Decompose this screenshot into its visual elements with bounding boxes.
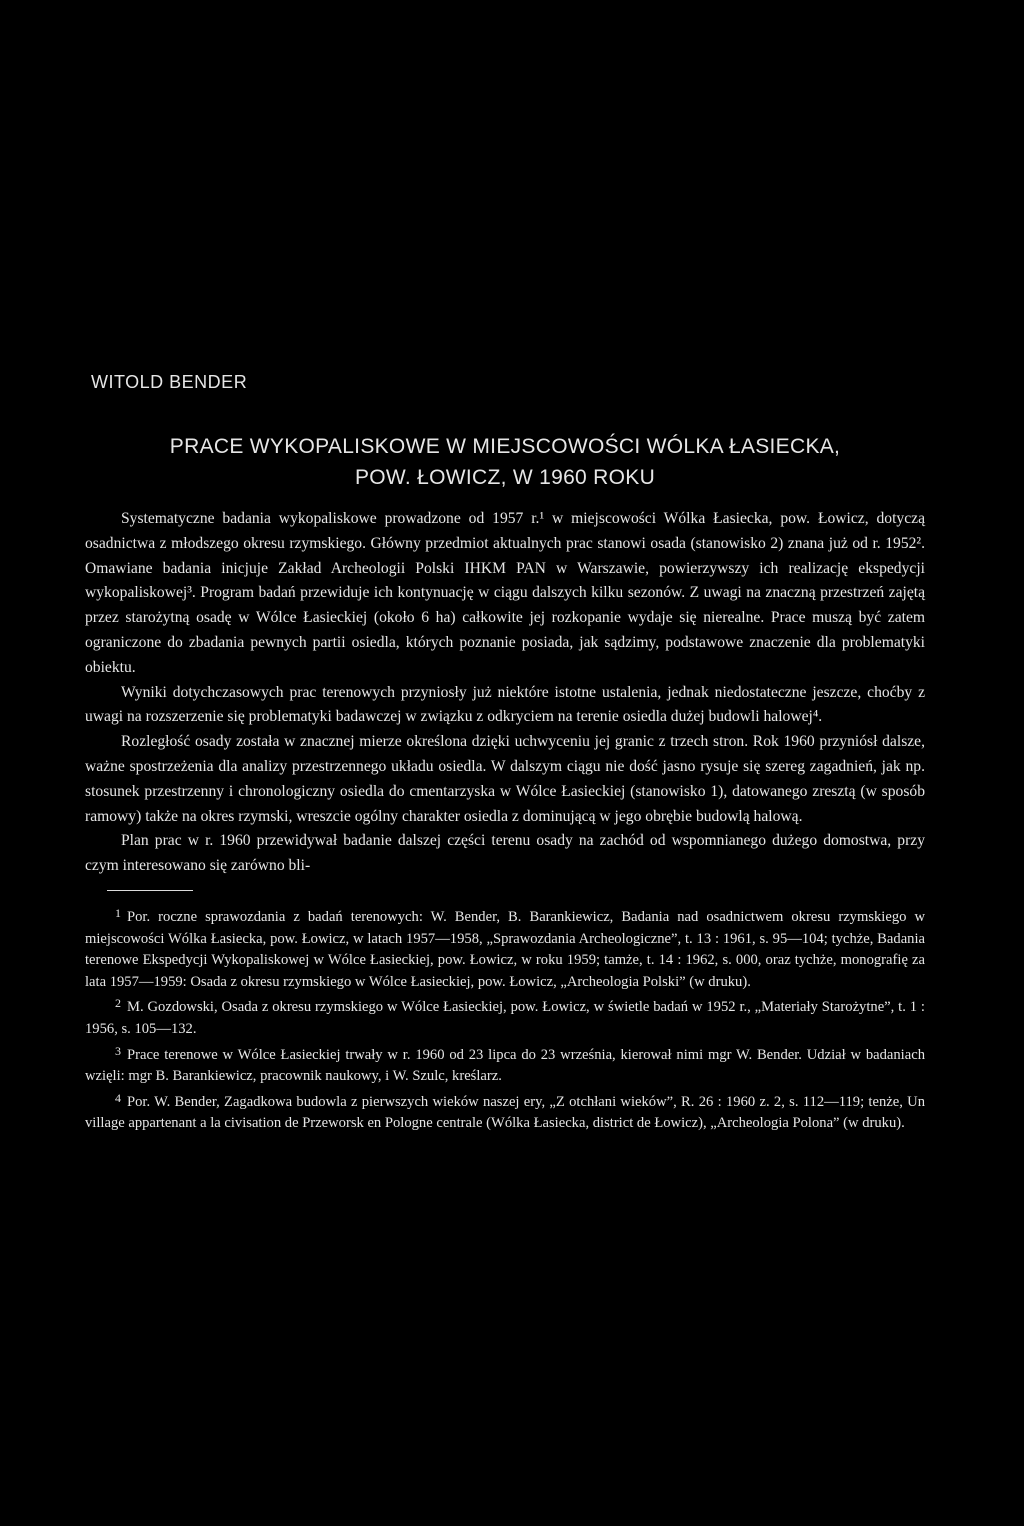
- title-line-2: POW. ŁOWICZ, W 1960 ROKU: [354, 466, 656, 489]
- footnote-text: Prace terenowe w Wólce Łasieckiej trwały w r. 1960 od 23 lipca do 23 września, kierował nimi mgr W. Bender. Udział w badaniach wzięli: mgr B. Barankiewicz, pracownik naukowy, i W. Szulc, kreślarz.: [85, 1046, 925, 1085]
- footnotes: [85, 903, 925, 1135]
- footnote: [85, 1041, 925, 1088]
- footnote-divider: [107, 890, 193, 891]
- article-page: [85, 372, 925, 1135]
- footnote-number: 1: [115, 905, 121, 920]
- paragraph: Systematyczne badania wykopaliskowe prowadzone od 1957 r.¹ w miejscowości Wólka Łasiecka, pow. Łowicz, dotyczą osadnictwa z młodszego okresu rzymskiego. Główny przedmiot aktualnych prac stanowi osada (stanowisko 2) znana już od r. 1952². Omawiane badania inicjuje Zakład Archeologii Polski IHKM PAN w Warszawie, powierzywszy ich realizację ekspedycji wykopaliskowej³. Program badań przewiduje ich kontynuację w ciągu dalszych kilku sezonów. Z uwagi na znaczną przestrzeń zajętą przez starożytną osadę w Wólce Łasieckiej (około 6 ha) całkowite jej rozkopanie wydaje się nierealne. Prace muszą być zatem ograniczone do zbadania pewnych partii osiedla, których poznanie posiada, jak sądzimy, podstawowe znaczenie dla problematyki obiektu.: [85, 510, 925, 676]
- author-name: WITOLD BENDER: [91, 372, 248, 392]
- footnote-number: 4: [115, 1090, 121, 1105]
- article-body: [85, 507, 925, 879]
- title-line-1: PRACE WYKOPALISKOWE W MIEJSCOWOŚCI WÓLKA ŁASIECKA,: [169, 435, 841, 458]
- footnote: [85, 993, 925, 1040]
- footnote-number: 3: [115, 1043, 121, 1058]
- paragraph: Rozległość osady została w znacznej mierze określona dzięki uchwyceniu jej granic z trzech stron. Rok 1960 przyniósł dalsze, ważne spostrzeżenia dla analizy przestrzennego układu osiedla. W dalszym ciągu nie dość jasno rysuje się szereg zagadnień, jak np. stosunek przestrzenny i chronologiczny osiedla do cmentarzyska w Wólce Łasieckiej (stanowisko 1), datowanego zresztą (w sposób ramowy) także na okres rzymski, wreszcie ogólny charakter osiedla z dominującą w jego obrębie budowlą halową.: [85, 733, 925, 825]
- footnote-text: Por. roczne sprawozdania z badań terenowych: W. Bender, B. Barankiewicz, Badania nad osadnictwem okresu rzymskiego w miejscowości Wólka Łasiecka, pow. Łowicz, w latach 1957—1958, „Sprawozdania Archeologiczne”, t. 13 : 1961, s. 95—104; tychże, Badania terenowe Ekspedycji Wykopaliskowej w Wólce Łasieckiej, pow. Łowicz, w roku 1959; tamże, t. 14 : 1962, s. 000, oraz tychże, monografię za lata 1957—1959: Osada z okresu rzymskiego w Wólce Łasieckiej, pow. Łowicz, „Archeologia Polski” (w druku).: [85, 908, 925, 990]
- footnote: [85, 1088, 925, 1135]
- article-title: [85, 431, 925, 493]
- footnote-text: Por. W. Bender, Zagadkowa budowla z pierwszych wieków naszej ery, „Z otchłani wieków”, R. 26 : 1960 z. 2, s. 112—119; tenże, Un village appartenant a la civisation de Przeworsk en Pologne centrale (Wólka Łasiecka, district de Łowicz), „Archeologia Polona” (w druku).: [85, 1093, 925, 1132]
- footnote-number: 2: [115, 996, 121, 1011]
- footnote-text: M. Gozdowski, Osada z okresu rzymskiego w Wólce Łasieckiej, pow. Łowicz, w świetle badań w 1952 r., „Materiały Starożytne”, t. 1 : 1956, s. 105—132.: [85, 999, 925, 1037]
- paragraph: Wyniki dotychczasowych prac terenowych przyniosły już niektóre istotne ustalenia, jednak niedostateczne jeszcze, choćby z uwagi na rozszerzenie się problematyki badawczej w związku z odkryciem na terenie osiedla dużej budowli halowej⁴.: [85, 683, 925, 726]
- paragraph: Plan prac w r. 1960 przewidywał badanie dalszej części terenu osady na zachód od wspomnianego dużego domostwa, przy czym interesowano się zarówno bli-: [85, 832, 925, 875]
- footnote: [85, 903, 925, 993]
